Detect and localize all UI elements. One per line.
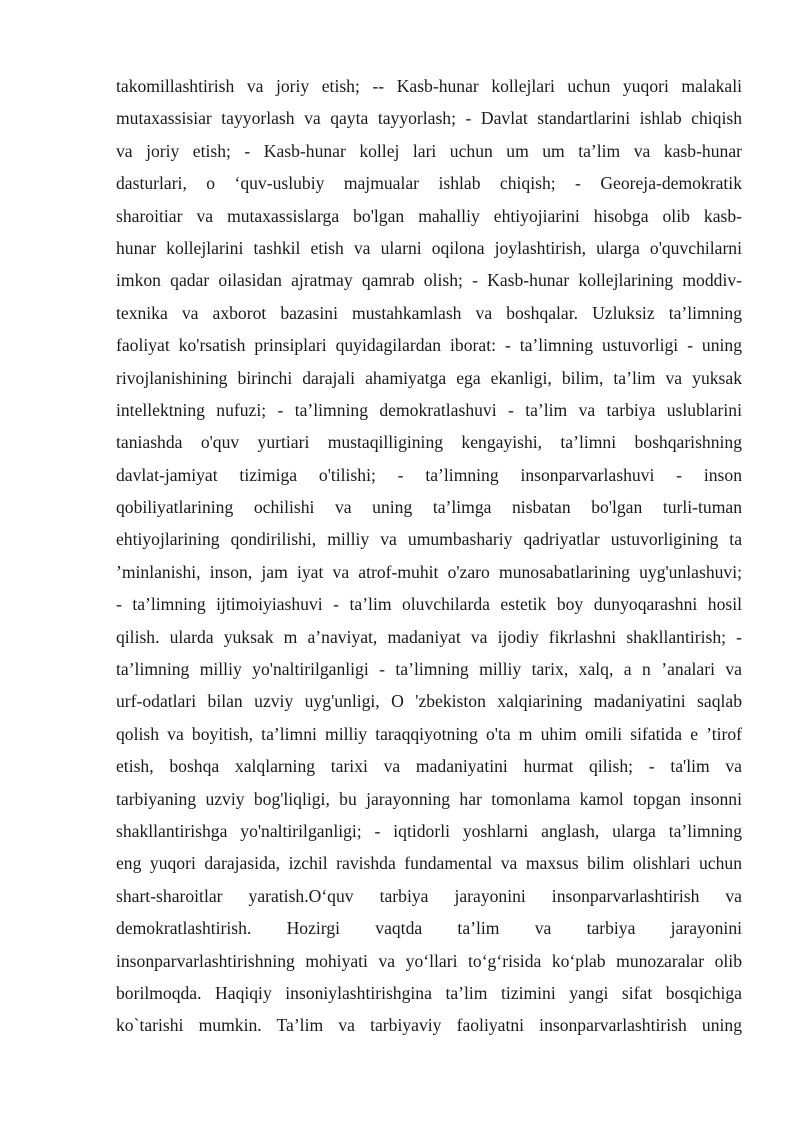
body-text — [116, 70, 742, 1042]
text-line: - ta’limning ijtimoiyiashuvi - ta’lim oluvchilarda estetik boy dunyoqarashni hosil — [116, 594, 742, 615]
text-line: mutaxassisiar tayyorlash va qayta tayyorlash; - Davlat standartlarini ishlab chiqish — [116, 108, 742, 129]
text-line: faoliyat ko'rsatish prinsiplari quyidagilardan iborat: - ta’limning ustuvorligi - uning — [116, 335, 742, 356]
text-line: insonparvarlashtirishning mohiyati va yo‘llari to‘g‘risida ko‘plab munozaralar olib — [116, 950, 742, 971]
text-line: etish, boshqa xalqlarning tarixi va madaniyatini hurmat qilish; - ta'lim va — [116, 756, 742, 777]
text-line: takomillashtirish va joriy etish; -- Kasb-hunar kollejlari uchun yuqori malakali — [116, 76, 742, 96]
text-line: intellektning nufuzi; - ta’limning demokratlashuvi - ta’lim va tarbiya uslublarini — [116, 399, 742, 420]
text-line: ko`tarishi mumkin. Ta’lim va tarbiyaviy faoliyatni insonparvarlashtirish uning — [116, 1015, 742, 1036]
text-line: shart-sharoitlar yaratish.O‘quv tarbiya jarayonini insonparvarlashtirish va — [116, 885, 742, 906]
text-line: dasturlari, o ‘quv-uslubiy majmualar ishlab chiqish; - Georeja-demokratik — [116, 173, 742, 194]
text-line: sharoitiar va mutaxassislarga bo'lgan mahalliy ehtiyojiarini hisobga olib kasb- — [116, 205, 742, 226]
text-line: qolish va boyitish, ta’limni milliy taraqqiyotning o'ta m uhim omili sifatida e ’tirof — [116, 723, 742, 744]
text-line: texnika va axborot bazasini mustahkamlash va boshqalar. Uzluksiz ta’limning — [116, 302, 742, 323]
text-line: borilmoqda. Haqiqiy insoniylashtirishgina ta’lim tizimini yangi sifat bosqichiga — [116, 982, 742, 1003]
text-line: rivojlanishining birinchi darajali ahamiyatga ega ekanligi, bilim, ta’lim va yuksak — [116, 367, 742, 388]
text-line: qobiliyatlarining ochilishi va uning ta’limga nisbatan bo'lgan turli-tuman — [116, 497, 742, 518]
text-line: demokratlashtirish. Hozirgi vaqtda ta’lim va tarbiya jarayonini — [116, 918, 742, 939]
text-line: hunar kollejlarini tashkil etish va ularni oqilona joylashtirish, ularga o'quvchilarni — [116, 237, 742, 258]
text-line: taniashda o'quv yurtiari mustaqilligining kengayishi, ta’limni boshqarishning — [116, 432, 742, 453]
text-line: ehtiyojlarining qondirilishi, milliy va umumbashariy qadriyatlar ustuvorligining ta — [116, 529, 742, 550]
text-line: ’minlanishi, inson, jam iyat va atrof-muhit o'zaro munosabatlarining uyg'unlashuvi; — [116, 561, 742, 582]
text-line: ta’limning milliy yo'naltirilganligi - ta’limning milliy tarix, xalq, a n ’analari va — [116, 659, 742, 680]
text-line: shakllantirishga yo'naltirilganligi; - iqtidorli yoshlarni anglash, ularga ta’limning — [116, 820, 742, 841]
text-line: davlat-jamiyat tizimiga o'tilishi; - ta’limning insonparvarlashuvi - inson — [116, 464, 742, 485]
text-line: urf-odatlari bilan uzviy uyg'unligi, O 'zbekiston xalqiarining madaniyatini saqlab — [116, 691, 742, 712]
text-line: eng yuqori darajasida, izchil ravishda fundamental va maxsus bilim olishlari uchun — [116, 853, 742, 874]
text-line: tarbiyaning uzviy bog'liqligi, bu jarayonning har tomonlama kamol topgan insonni — [116, 788, 742, 809]
text-line: qilish. ularda yuksak m a’naviyat, madaniyat va ijodiy fikrlashni shakllantirish; - — [116, 626, 742, 647]
text-line: imkon qadar oilasidan ajratmay qamrab olish; - Kasb-hunar kollejlarining moddiv- — [116, 270, 742, 291]
text-line: va joriy etish; - Kasb-hunar kollej lari uchun um um ta’lim va kasb-hunar — [116, 140, 742, 161]
